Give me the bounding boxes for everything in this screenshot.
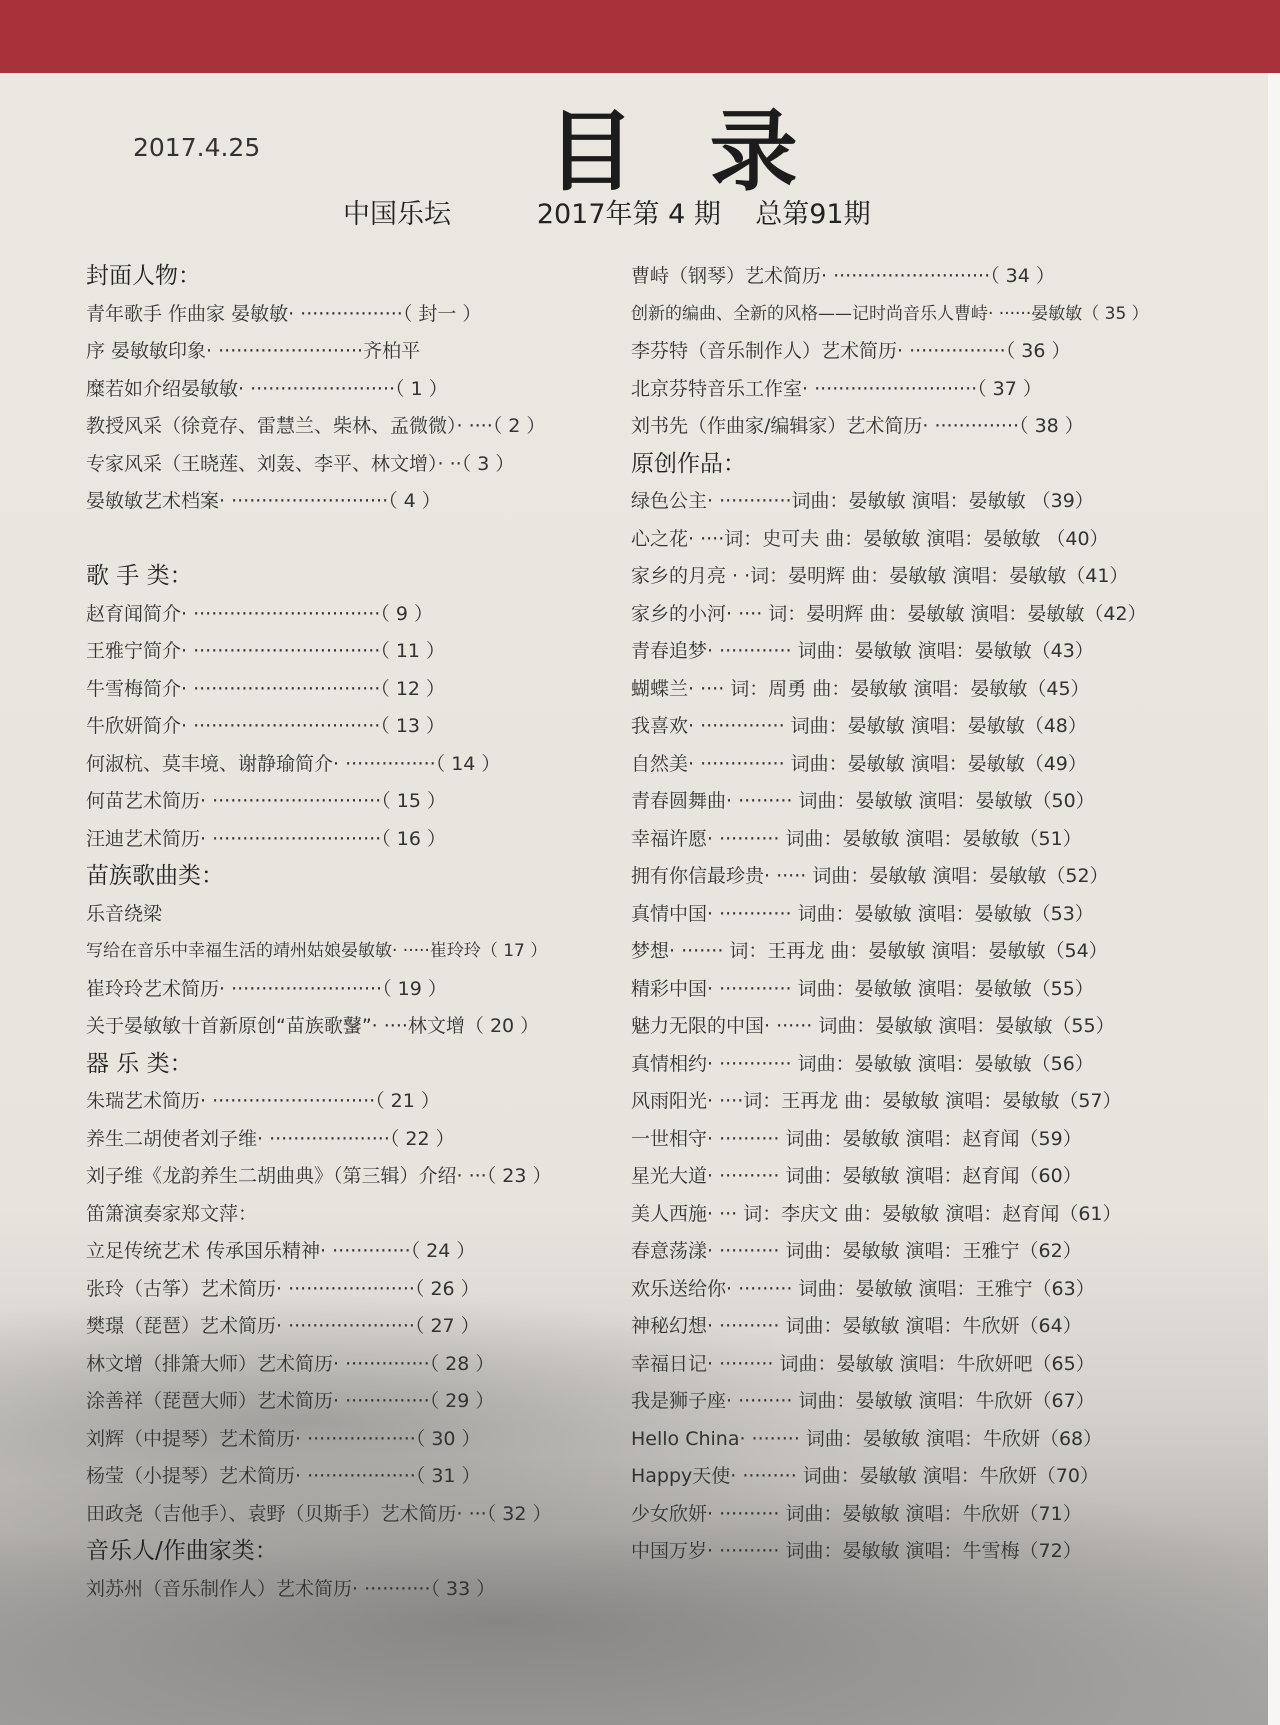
section-spacer: [86, 521, 586, 559]
toc-entry[interactable]: 幸福许愿· ·········· 词曲：晏敏敏 演唱：晏敏敏（51）: [631, 827, 1082, 850]
toc-entry[interactable]: 牛欣妍简介· ·······························（ 13 ）: [86, 715, 446, 737]
toc-entry[interactable]: 笛箫演奏家郑文萍：: [86, 1202, 258, 1225]
toc-entry[interactable]: 风雨阳光· ····词：王再龙 曲：晏敏敏 演唱：晏敏敏（57）: [631, 1090, 1122, 1112]
toc-entry[interactable]: 精彩中国· ············ 词曲：晏敏敏 演唱：晏敏敏（55）: [631, 977, 1094, 1000]
toc-entry[interactable]: 赵育闻简介· ·······························（ 9 ）: [86, 602, 433, 625]
toc-entry[interactable]: 杨莹（小提琴）艺术简历· ··················（ 31 ）: [86, 1465, 481, 1487]
toc-entry[interactable]: 神秘幻想· ·········· 词曲：晏敏敏 演唱：牛欣妍（64）: [631, 1315, 1082, 1337]
toc-section-heading: 音乐人/作曲家类：: [86, 1538, 278, 1564]
toc-entry[interactable]: 梦想· ······· 词：王再龙 曲：晏敏敏 演唱：晏敏敏（54）: [631, 940, 1108, 962]
toc-entry[interactable]: 序 晏敏敏印象· ························齐柏平: [86, 340, 421, 362]
toc-entry[interactable]: 涂善祥（琵琶大师）艺术简历· ··············（ 29 ）: [86, 1390, 495, 1412]
toc-entry[interactable]: 教授风采（徐竟存、雷慧兰、柴林、孟微微）· ····（ 2 ）: [86, 415, 546, 437]
toc-entry[interactable]: 真情中国· ············ 词曲：晏敏敏 演唱：晏敏敏（53）: [631, 902, 1094, 925]
toc-entry[interactable]: 林文增（排箫大师）艺术简历· ··············（ 28 ）: [86, 1352, 495, 1375]
toc-section-heading: 原创作品：: [631, 450, 746, 477]
top-color-band: [0, 0, 1280, 73]
toc-entry[interactable]: 何淑杭、莫丰境、谢静瑜简介· ···············（ 14 ）: [86, 752, 501, 775]
toc-entry[interactable]: 家乡的月亮 · ·词：晏明辉 曲：晏敏敏 演唱：晏敏敏（41）: [631, 565, 1129, 587]
toc-entry[interactable]: 养生二胡使者刘子维· ····················（ 22 ）: [86, 1127, 455, 1150]
toc-entry[interactable]: 曹峙（钢琴）艺术简历· ··························（ 34 ）: [631, 265, 1055, 287]
toc-entry[interactable]: 关于晏敏敏十首新原创“苗族歌鼜”· ····林文增（ 20 ）: [86, 1015, 540, 1037]
toc-section-heading: 器 乐 类：: [86, 1050, 193, 1077]
toc-section-heading: 歌 手 类：: [86, 563, 193, 589]
toc-entry[interactable]: 崔玲玲艺术简历· ·························（ 19 ）: [86, 977, 447, 1000]
toc-entry[interactable]: 王雅宁简介· ·······························（ 11 ）: [86, 640, 446, 662]
toc-entry[interactable]: 青春圆舞曲· ········· 词曲：晏敏敏 演唱：晏敏敏（50）: [631, 790, 1095, 812]
toc-entry[interactable]: 汪迪艺术简历· ····························（ 16 ）: [86, 827, 446, 850]
toc-entry[interactable]: 糜若如介绍晏敏敏· ························（ 1 ）: [86, 377, 448, 400]
toc-entry[interactable]: 美人西施· ··· 词：李庆文 曲：晏敏敏 演唱：赵育闻（61）: [631, 1202, 1122, 1225]
toc-entry[interactable]: 春意荡漾· ·········· 词曲：晏敏敏 演唱：王雅宁（62）: [631, 1240, 1082, 1262]
toc-entry[interactable]: 北京芬特音乐工作室· ···························（ 37 ）: [631, 377, 1042, 400]
toc-entry[interactable]: 乐音绕梁: [86, 902, 163, 925]
toc-entry[interactable]: 写给在音乐中幸福生活的靖州姑娘晏敏敏· ·····崔玲玲（ 17 ）: [86, 941, 548, 961]
toc-entry[interactable]: 立足传统艺术 传承国乐精神· ·············（ 24 ）: [86, 1240, 476, 1262]
toc-entry[interactable]: 何苗艺术简历· ····························（ 15 ）: [86, 790, 446, 812]
toc-entry[interactable]: 自然美· ·············· 词曲：晏敏敏 演唱：晏敏敏（49）: [631, 752, 1087, 775]
page-title: 目 录: [547, 99, 820, 203]
toc-entry[interactable]: 刘苏州（音乐制作人）艺术简历· ···········（ 33 ）: [86, 1577, 496, 1600]
toc-entry[interactable]: 心之花· ····词：史可夫 曲：晏敏敏 演唱：晏敏敏 （40）: [631, 527, 1109, 550]
toc-left-column: [86, 258, 586, 1608]
page-edge-strip: [1268, 73, 1280, 1725]
toc-entry[interactable]: 刘辉（中提琴）艺术简历· ··················（ 30 ）: [86, 1427, 481, 1450]
toc-entry[interactable]: 绿色公主· ············词曲：晏敏敏 演唱：晏敏敏 （39）: [631, 490, 1094, 512]
toc-entry[interactable]: 蝴蝶兰· ···· 词：周勇 曲：晏敏敏 演唱：晏敏敏（45）: [631, 677, 1090, 700]
toc-entry[interactable]: Happy天使· ········· 词曲：晏敏敏 演唱：牛欣妍（70）: [631, 1465, 1099, 1487]
toc-entry[interactable]: 少女欣妍· ·········· 词曲：晏敏敏 演唱：牛欣妍（71）: [631, 1502, 1082, 1525]
toc-right-column: [631, 258, 1187, 1571]
toc-entry[interactable]: 牛雪梅简介· ·······························（ 12 ）: [86, 677, 446, 700]
toc-entry[interactable]: 魅力无限的中国· ······ 词曲：晏敏敏 演唱：晏敏敏（55）: [631, 1015, 1115, 1037]
toc-entry[interactable]: 刘书先（作曲家/编辑家）艺术简历· ··············（ 38 ）: [631, 415, 1084, 437]
toc-entry[interactable]: 一世相守· ·········· 词曲：晏敏敏 演唱：赵育闻（59）: [631, 1127, 1082, 1150]
toc-entry[interactable]: 中国万岁· ·········· 词曲：晏敏敏 演唱：牛雪梅（72）: [631, 1540, 1082, 1562]
issue-subtitle: 中国乐坛 2017年第 4 期 总第91期: [343, 199, 871, 230]
toc-entry[interactable]: 家乡的小河· ···· 词：晏明辉 曲：晏敏敏 演唱：晏敏敏（42）: [631, 602, 1147, 625]
toc-entry[interactable]: 李芬特（音乐制作人）艺术简历· ················（ 36 ）: [631, 340, 1071, 362]
toc-entry[interactable]: 我喜欢· ·············· 词曲：晏敏敏 演唱：晏敏敏（48）: [631, 715, 1087, 737]
toc-entry[interactable]: 刘子维《龙韵养生二胡曲典》（第三辑）介绍· ···（ 23 ）: [86, 1165, 552, 1187]
toc-entry[interactable]: 朱瑞艺术简历· ···························（ 21 ）: [86, 1090, 440, 1112]
toc-section-heading: 封面人物：: [86, 263, 201, 289]
toc-entry[interactable]: 我是狮子座· ········· 词曲：晏敏敏 演唱：牛欣妍（67）: [631, 1390, 1095, 1412]
toc-entry[interactable]: 欢乐送给你· ········· 词曲：晏敏敏 演唱：王雅宁（63）: [631, 1277, 1095, 1300]
toc-entry[interactable]: 张玲（古筝）艺术简历· ·····················（ 26 ）: [86, 1277, 480, 1300]
toc-entry[interactable]: 青年歌手 作曲家 晏敏敏· ·················（ 封一 ）: [86, 302, 482, 325]
toc-entry[interactable]: 晏敏敏艺术档案· ··························（ 4 ）: [86, 490, 441, 512]
toc-entry[interactable]: 幸福日记· ········· 词曲：晏敏敏 演唱：牛欣妍吧（65）: [631, 1352, 1095, 1375]
issue-date: 2017.4.25: [133, 133, 261, 162]
toc-entry[interactable]: 田政尧（吉他手）、袁野（贝斯手）艺术简历· ···（ 32 ）: [86, 1502, 552, 1525]
toc-entry[interactable]: 创新的编曲、全新的风格——记时尚音乐人曹峙· ······晏敏敏（ 35 ）: [631, 303, 1149, 324]
toc-entry[interactable]: Hello China· ········ 词曲：晏敏敏 演唱：牛欣妍（68）: [631, 1427, 1103, 1450]
toc-section-heading: 苗族歌曲类：: [86, 863, 224, 889]
toc-entry[interactable]: 专家风采（王晓莲、刘轰、李平、林文增）· ··（ 3 ）: [86, 452, 515, 475]
toc-entry[interactable]: 拥有你信最珍贵· ····· 词曲：晏敏敏 演唱：晏敏敏（52）: [631, 865, 1109, 887]
toc-entry[interactable]: 真情相约· ············ 词曲：晏敏敏 演唱：晏敏敏（56）: [631, 1052, 1094, 1075]
toc-entry[interactable]: 樊璟（琵琶）艺术简历· ·····················（ 27 ）: [86, 1315, 480, 1337]
toc-entry[interactable]: 星光大道· ·········· 词曲：晏敏敏 演唱：赵育闻（60）: [631, 1165, 1082, 1187]
toc-entry[interactable]: 青春追梦· ············ 词曲：晏敏敏 演唱：晏敏敏（43）: [631, 640, 1094, 662]
